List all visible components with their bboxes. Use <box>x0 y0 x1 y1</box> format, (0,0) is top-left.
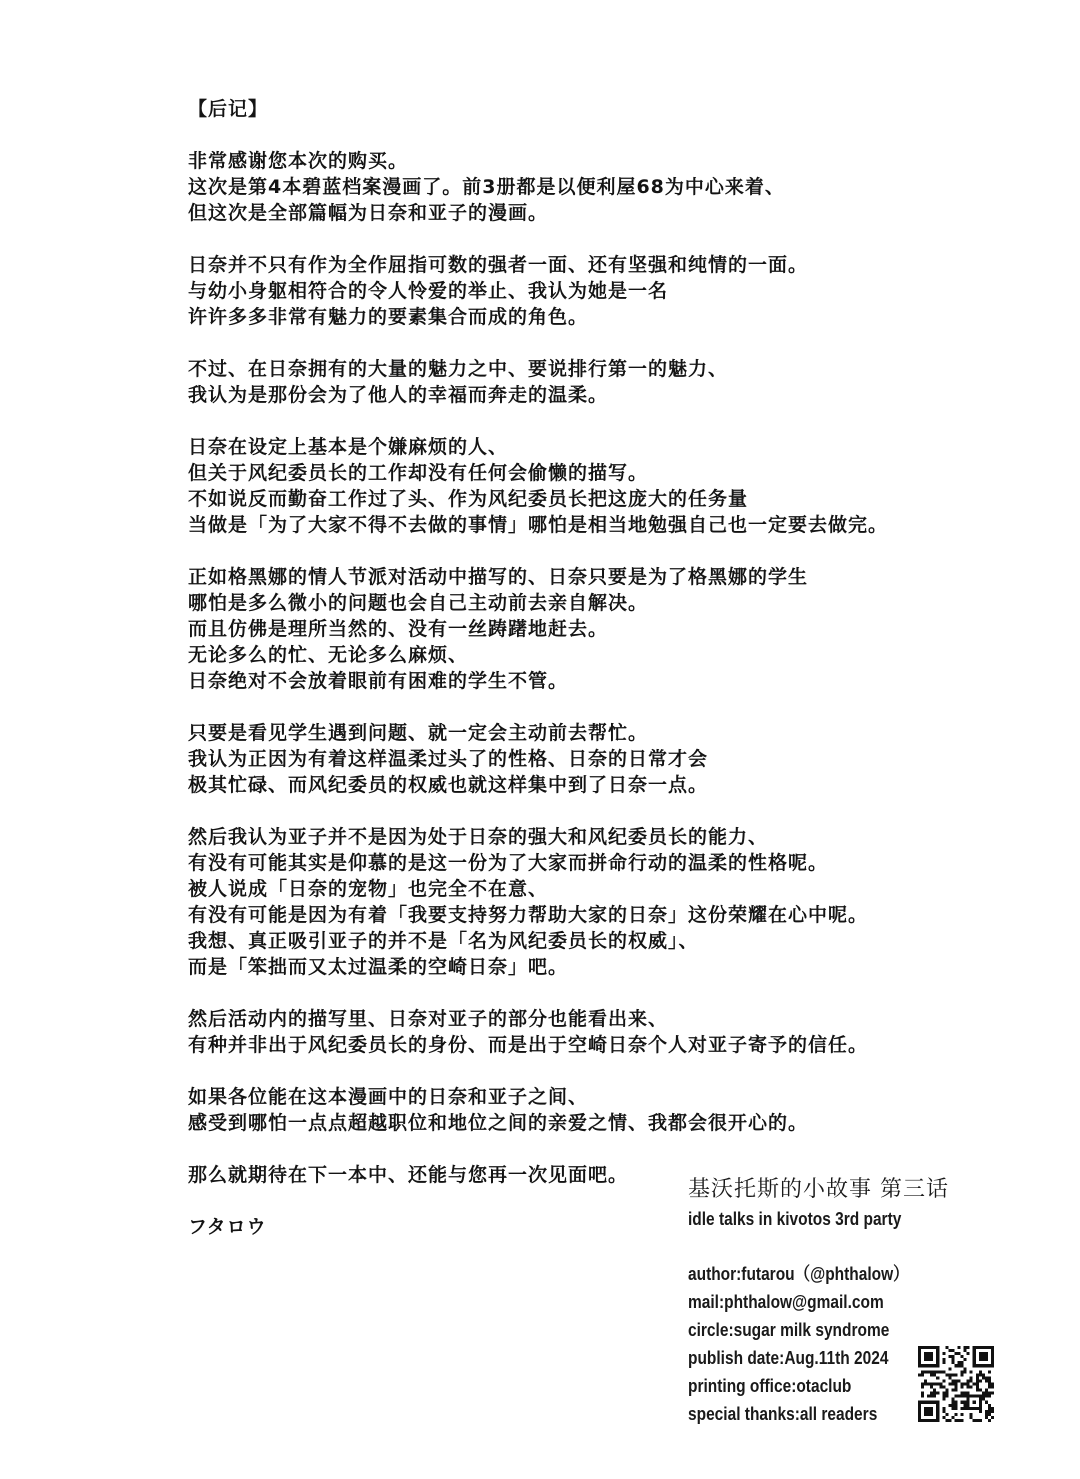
paragraph-line: 非常感谢您本次的购买。 <box>188 150 409 172</box>
book-subtitle: idle talks in kivotos 3rd party <box>688 1209 902 1229</box>
qr-code-icon <box>918 1346 994 1422</box>
paragraph-line: 感受到哪怕一点点超越职位和地位之间的亲爱之情、我都会很开心的。 <box>188 1112 809 1134</box>
afterword <box>188 96 888 1240</box>
credit-line: author:futarou（@phthalow） <box>688 1264 909 1284</box>
paragraph-line: 而且仿佛是理所当然的、没有一丝踌躇地赶去。 <box>188 618 609 640</box>
paragraph-line: 我认为是那份会为了他人的幸福而奔走的温柔。 <box>188 384 609 406</box>
paragraph-line: 与幼小身躯相符合的令人怜爱的举止、我认为她是一名 <box>188 280 669 302</box>
paragraph-line: 有没有可能其实是仰慕的是这一份为了大家而拼命行动的温柔的性格呢。 <box>188 852 829 874</box>
afterword-paragraph <box>188 1084 888 1136</box>
paragraph-line: 不过、在日奈拥有的大量的魅力之中、要说排行第一的魅力、 <box>188 358 729 380</box>
afterword-paragraph <box>188 148 888 226</box>
paragraph-line: 日奈绝对不会放着眼前有困难的学生不管。 <box>188 670 569 692</box>
credit-line: special thanks:all readers <box>688 1404 878 1424</box>
paragraph-line: 有没有可能是因为有着「我要支持努力帮助大家的日奈」这份荣耀在心中呢。 <box>188 904 869 926</box>
afterword-heading: 【后记】 <box>188 98 269 120</box>
paragraph-line: 如果各位能在这本漫画中的日奈和亚子之间、 <box>188 1086 589 1108</box>
afterword-paragraph <box>188 720 888 798</box>
afterword-paragraph <box>188 564 888 694</box>
paragraph-line: 而是「笨拙而又太过温柔的空崎日奈」吧。 <box>188 956 569 978</box>
afterword-paragraph <box>188 434 888 538</box>
paragraph-line: 但这次是全部篇幅为日奈和亚子的漫画。 <box>188 202 549 224</box>
afterword-body <box>188 148 888 1136</box>
paragraph-line: 然后活动内的描写里、日奈对亚子的部分也能看出来、 <box>188 1008 669 1030</box>
credit-line: publish date:Aug.11th 2024 <box>688 1348 889 1368</box>
paragraph-line: 然后我认为亚子并不是因为处于日奈的强大和风纪委员长的能力、 <box>188 826 769 848</box>
paragraph-line: 正如格黑娜的情人节派对活动中描写的、日奈只要是为了格黑娜的学生 <box>188 566 809 588</box>
paragraph-line: 不如说反而勤奋工作过了头、作为风纪委员长把这庞大的任务量 <box>188 488 749 510</box>
credit-line: printing office:otaclub <box>688 1376 852 1396</box>
credit-line: circle:sugar milk syndrome <box>688 1320 890 1340</box>
afterword-closing: 那么就期待在下一本中、还能与您再一次见面吧。 <box>188 1164 629 1186</box>
afterword-paragraph <box>188 1006 888 1058</box>
author-signature: フタロウ <box>188 1216 267 1238</box>
paragraph-line: 当做是「为了大家不得不去做的事情」哪怕是相当地勉强自己也一定要去做完。 <box>188 514 889 536</box>
paragraph-line: 被人说成「日奈的宠物」也完全不在意、 <box>188 878 549 900</box>
paragraph-line: 日奈并不只有作为全作屈指可数的强者一面、还有坚强和纯情的一面。 <box>188 254 809 276</box>
afterword-paragraph <box>188 252 888 330</box>
paragraph-line: 我认为正因为有着这样温柔过头了的性格、日奈的日常才会 <box>188 748 709 770</box>
paragraph-line: 我想、真正吸引亚子的并不是「名为风纪委员长的权威」、 <box>188 930 699 952</box>
paragraph-line: 但关于风纪委员长的工作却没有任何会偷懒的描写。 <box>188 462 649 484</box>
book-title: 基沃托斯的小故事 第三话 <box>688 1177 949 1202</box>
paragraph-line: 哪怕是多么微小的问题也会自己主动前去亲自解决。 <box>188 592 649 614</box>
paragraph-line: 极其忙碌、而风纪委员的权威也就这样集中到了日奈一点。 <box>188 774 709 796</box>
paragraph-line: 有种并非出于风纪委员长的身份、而是出于空崎日奈个人对亚子寄予的信任。 <box>188 1034 869 1056</box>
paragraph-line: 日奈在设定上基本是个嫌麻烦的人、 <box>188 436 509 458</box>
paragraph-line: 这次是第4本碧蓝档案漫画了。前3册都是以便利屋68为中心来着、 <box>188 176 785 198</box>
afterword-paragraph <box>188 356 888 408</box>
paragraph-line: 无论多么的忙、无论多么麻烦、 <box>188 644 469 666</box>
paragraph-line: 只要是看见学生遇到问题、就一定会主动前去帮忙。 <box>188 722 649 744</box>
afterword-paragraph <box>188 824 888 980</box>
paragraph-line: 许许多多非常有魅力的要素集合而成的角色。 <box>188 306 589 328</box>
credit-line: mail:phthalow@gmail.com <box>688 1292 884 1312</box>
